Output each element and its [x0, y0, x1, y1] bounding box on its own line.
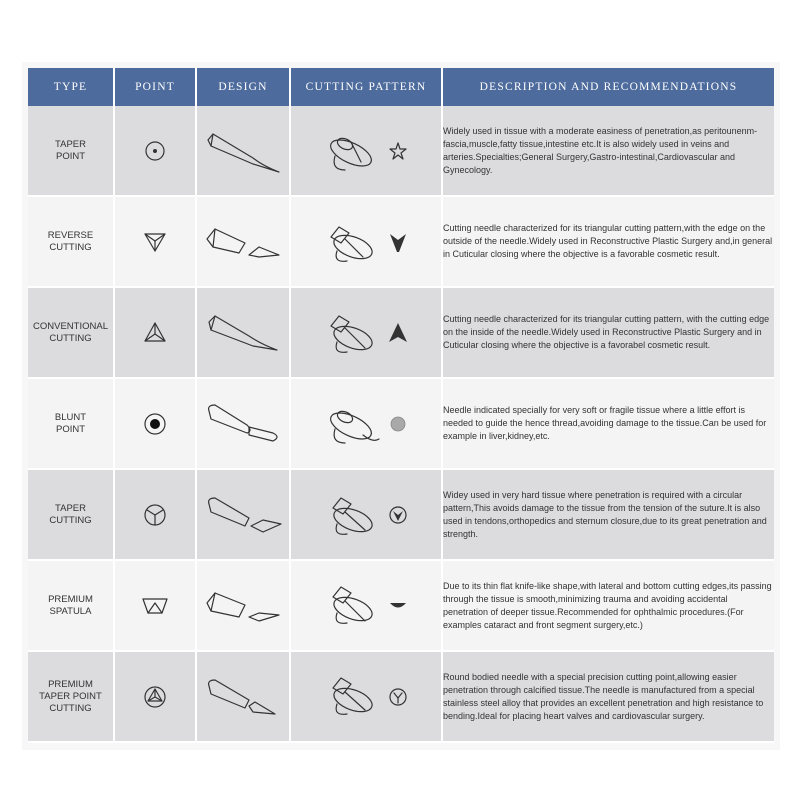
gray-dot-icon [387, 413, 409, 435]
header-point: POINT [114, 68, 196, 106]
header-description: DESCRIPTION AND RECOMMENDATIONS [442, 68, 774, 106]
tissue-penetration-icon [323, 308, 383, 358]
cutting-pattern-cell [290, 378, 442, 469]
description-cell: Due to its thin flat knife-like shape,with lateral and bottom cutting edges,its passing through the tissue is smooth,minimizing trauma and avoiding accidental penetration of deeper tissue.Recommended for ophthalmic procedures.(For examples cataract and front segment surgery,etc.) [442, 560, 774, 651]
cutting-pattern-cell [290, 560, 442, 651]
tissue-penetration-icon [323, 490, 383, 540]
spatula-needle-icon [203, 581, 283, 631]
circle-arrow-icon [387, 504, 409, 526]
type-cell: PREMIUM SPATULA [28, 560, 114, 651]
filled-circle-icon [142, 411, 168, 437]
point-cell [114, 560, 196, 651]
table-row [28, 287, 774, 378]
table-row [28, 106, 774, 196]
table-row [28, 560, 774, 651]
trapezoid-icon [140, 594, 170, 618]
tissue-penetration-icon [323, 672, 383, 722]
point-cell [114, 106, 196, 196]
needle-types-table [28, 68, 774, 743]
reverse-cutting-needle-icon [203, 217, 283, 267]
design-cell [196, 651, 290, 742]
tissue-penetration-icon [323, 581, 383, 631]
circle-y-icon [142, 502, 168, 528]
taper-needle-icon [203, 126, 283, 176]
design-cell [196, 560, 290, 651]
circle-y-pattern-icon [387, 686, 409, 708]
design-cell [196, 469, 290, 560]
triangle-icon [142, 320, 168, 346]
taper-cutting-needle-icon [203, 490, 283, 540]
point-cell [114, 469, 196, 560]
tissue-penetration-icon [323, 217, 383, 267]
circle-dot-icon [142, 138, 168, 164]
y-arrow-icon [387, 230, 409, 254]
cutting-pattern-cell [290, 287, 442, 378]
type-cell: TAPER CUTTING [28, 469, 114, 560]
table-row [28, 378, 774, 469]
description-cell: Widely used in tissue with a moderate easiness of penetration,as peritounenm-fascia,muscle,fatty tissue,intestine etc.It is also widely used in veins and arteries.Specialties;General Surgery,Gastro-intestinal,Cardiovascular and Gynecology. [442, 106, 774, 196]
type-cell: BLUNT POINT [28, 378, 114, 469]
point-cell [114, 287, 196, 378]
description-cell: Cutting needle characterized for its triangular cutting pattern, with the cutting edge on the inside of the needle.Widely used in Reconstructive Plastic Surgery and in Cuticular closing where the objective is a favorabel cosmetic result. [442, 287, 774, 378]
type-cell: TAPER POINT [28, 106, 114, 196]
blunt-needle-icon [203, 399, 283, 449]
table-row [28, 196, 774, 287]
cutting-pattern-cell [290, 469, 442, 560]
design-cell [196, 287, 290, 378]
description-cell: Widey used in very hard tissue where penetration is required with a circular pattern,This avoids damage to the tissue from the tension of the suture.It is also used in tendons,orthopedics and sternum closure,due to its great penetration and strength. [442, 469, 774, 560]
premium-taper-needle-icon [203, 672, 283, 722]
conventional-needle-icon [203, 308, 283, 358]
type-cell: REVERSE CUTTING [28, 196, 114, 287]
tissue-penetration-icon [323, 399, 383, 449]
tissue-penetration-icon [323, 126, 383, 176]
description-cell: Cutting needle characterized for its triangular cutting pattern,with the edge on the outside of the needle.Widely used in Reconstructive Plastic Surgery and,in general in Cuticular closing where the objective is a favorable cosmetic result. [442, 196, 774, 287]
table-header-row [28, 68, 774, 106]
table-row [28, 469, 774, 560]
cutting-pattern-cell [290, 196, 442, 287]
cutting-pattern-cell [290, 106, 442, 196]
design-cell [196, 106, 290, 196]
table-row [28, 651, 774, 742]
circle-triangle-icon [142, 684, 168, 710]
star-icon [387, 140, 409, 162]
header-design: DESIGN [196, 68, 290, 106]
half-moon-icon [387, 598, 409, 614]
design-cell [196, 378, 290, 469]
type-cell: CONVENTIONAL CUTTING [28, 287, 114, 378]
type-cell: PREMIUM TAPER POINT CUTTING [28, 651, 114, 742]
inverted-triangle-icon [142, 229, 168, 255]
header-cutting-pattern: CUTTING PATTERN [290, 68, 442, 106]
point-cell [114, 651, 196, 742]
header-type: TYPE [28, 68, 114, 106]
arrowhead-up-icon [387, 321, 409, 345]
point-cell [114, 378, 196, 469]
cutting-pattern-cell [290, 651, 442, 742]
description-cell: Needle indicated specially for very soft or fragile tissue where a little effort is needed to guide the hence thread,avoiding damage to the tissue.Can be used for example in liver,kidney,etc. [442, 378, 774, 469]
point-cell [114, 196, 196, 287]
description-cell: Round bodied needle with a special precision cutting point,allowing easier penetration through calcified tissue.The needle is manufactured from a special stainless steel alloy that provides an excellent penetration and high resistance to bending.Ideal for placing heart valves and cardiovascular surgery. [442, 651, 774, 742]
design-cell [196, 196, 290, 287]
